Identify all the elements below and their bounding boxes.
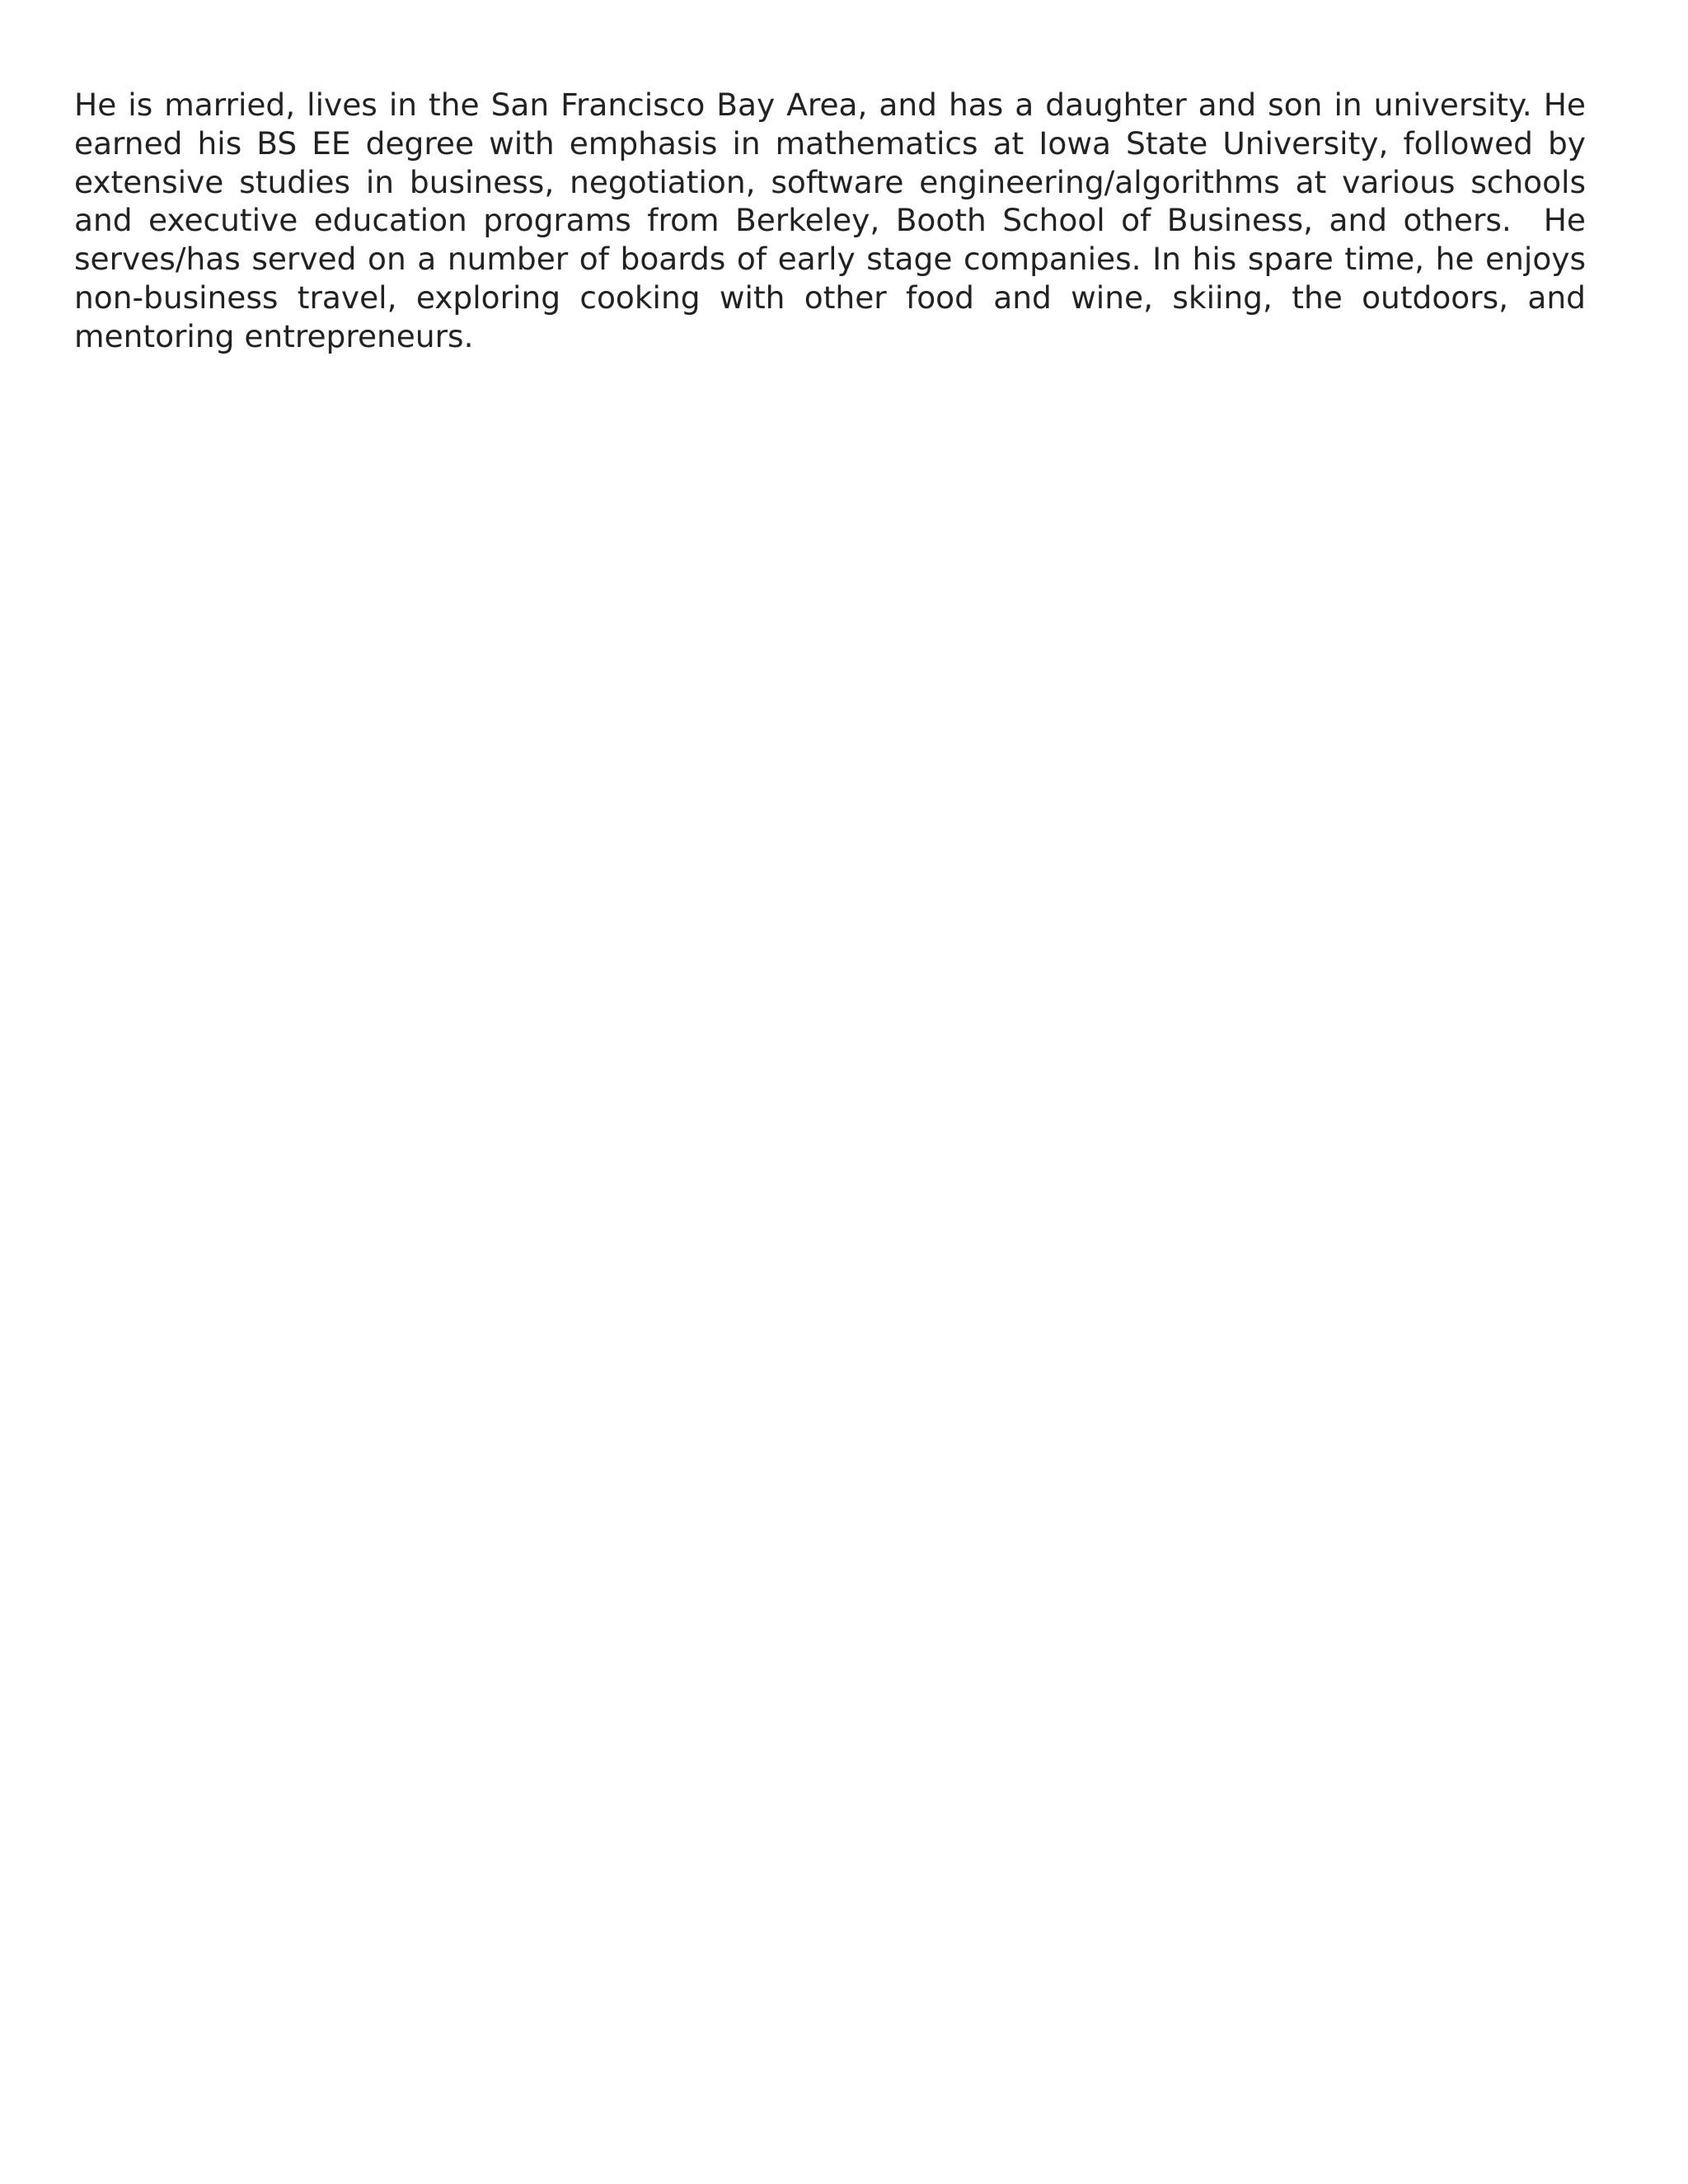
bio-paragraph: He is married, lives in the San Francisco Bay Area, and has a daughter and son in university. He earned his BS EE degree with emphasis in mathematics at Iowa State University, followed by extensive studies in business, negotiation, software engineering/algorithms at various schools and executive education programs from Berkeley, Booth School of Business, and others. He serves/has served on a number of boards of early stage companies. In his spare time, he enjoys non-business travel, exploring cooking with other food and wine, skiing, the outdoors, and mentoring entrepreneurs. bbox=[74, 87, 1596, 354]
